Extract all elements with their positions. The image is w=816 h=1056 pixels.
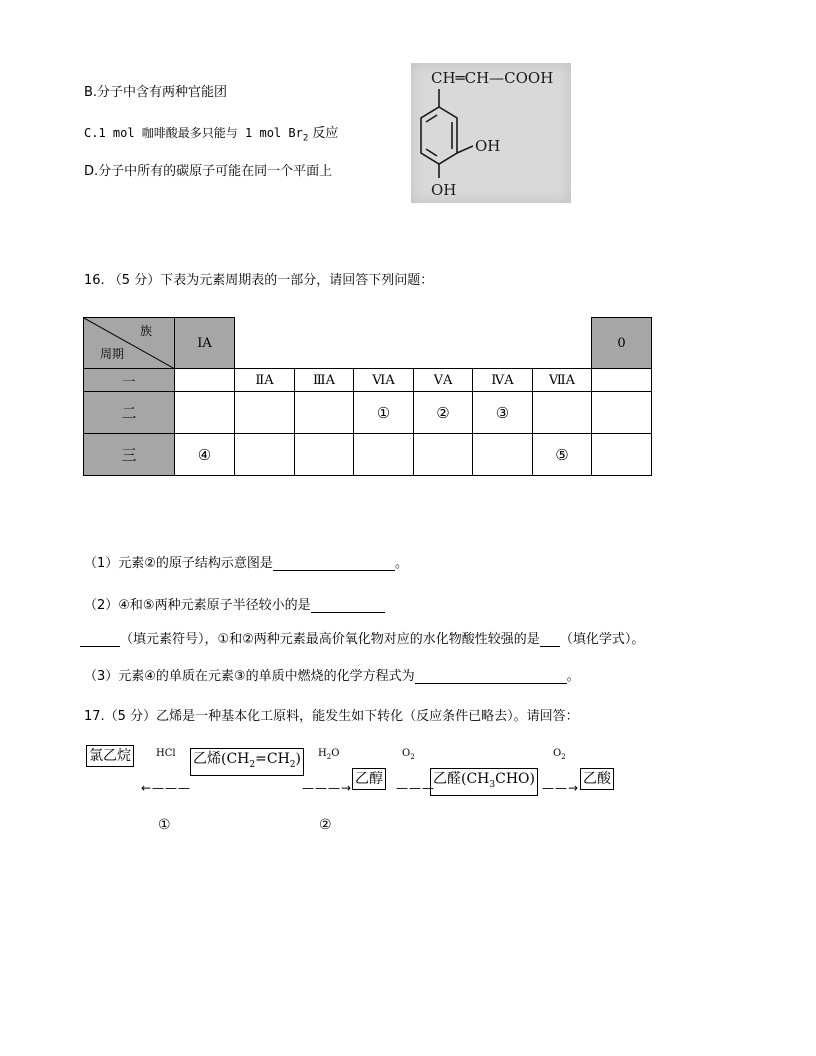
header-gap [235,318,592,369]
table-cell [175,369,235,392]
h2o-sub: 2 [326,753,332,761]
group-header: ⅦA [533,369,592,392]
q16-sub2-line2 [80,628,644,647]
element-1-cell: ① [354,392,414,434]
q17-intro: 17.（5 分）乙烯是一种基本化工原料，能发生如下转化（反应条件已略去）。请回答： [84,709,579,724]
chloroethane-box: 氯乙烷 [86,745,134,767]
element-4-cell: ④ [175,434,235,476]
header-group-label: 族 [139,324,152,338]
o2-label-1 [402,748,415,761]
ethylene-sub-b: 2 [289,759,296,770]
q16-sub1-end: 。 [394,556,408,571]
diagonal-line [84,318,174,368]
group-header: ⅡA [235,369,295,392]
table-cell [414,434,473,476]
reaction-mark-1: ① [158,817,171,833]
ethylene-text-a: 乙烯(CH [193,751,250,767]
option-d: D.分子中所有的碳原子可能在同一个平面上 [84,164,333,179]
table-cell [175,392,235,434]
q16-sub1-text: （1）元素②的原子结构示意图是 [84,556,273,571]
q16-sub2 [84,594,385,613]
h2o-text-a: H [318,748,327,759]
answer-blank[interactable] [311,612,385,613]
table-cell [235,392,295,434]
h2o-label [318,748,339,761]
table-cell [235,434,295,476]
q16-sub1 [84,552,408,571]
structure-side-chain: CH═CH—COOH [431,69,554,87]
table-cell [592,369,652,392]
o2-text-2: O [553,748,562,759]
arrow-to-ethanol: ———→ [302,781,353,795]
ethanol-box: 乙醇 [352,768,386,790]
element-2-cell: ② [414,392,473,434]
answer-blank[interactable] [273,570,395,571]
o2-sub-1: 2 [410,753,415,761]
ethylene-text-c: ) [295,751,301,767]
element-3-cell: ③ [473,392,533,434]
ethylene-text-b: =CH [255,751,290,767]
table-cell [295,434,354,476]
periodic-table [83,317,652,476]
answer-blank[interactable] [540,646,560,647]
option-b: B.分子中含有两种官能团 [84,85,228,100]
benzene-ring [421,89,473,178]
arrow-to-chloroethane: ←——— [141,781,192,795]
structure-drawing [411,63,571,203]
q16-sub3 [84,665,580,684]
o2-label-2 [553,748,566,761]
table-cell [592,434,652,476]
option-c-post: 反应 [308,126,339,141]
table-cell [354,434,414,476]
caffeic-acid-structure-image [411,63,571,203]
table-cell [533,392,592,434]
option-c-sub: 2 [302,133,309,144]
q16-sub3-text: （3）元素④的单质在元素③的单质中燃烧的化学方程式为 [84,669,415,684]
reaction-mark-2: ② [319,817,332,833]
period-label: 三 [84,434,175,476]
structure-oh-2: OH [431,181,457,199]
period-1-row [84,369,652,392]
table-cell [592,392,652,434]
table-cell [295,392,354,434]
o2-sub-2: 2 [561,753,566,761]
acetaldehyde-text-a: 乙醛(CH [433,771,490,787]
option-c-pre: C.1 mol 咖啡酸最多只能与 1 mol Br [84,126,303,140]
arrow-to-acetic-acid: ——→ [542,781,580,795]
period-label: 二 [84,392,175,434]
ethylene-sub-a: 2 [249,759,256,770]
acetaldehyde-text-b: CHO) [495,771,535,787]
q16-sub2-line2-end: （填化学式）。 [559,632,645,647]
header-period-label: 周期 [100,347,125,361]
group-1a-header: ⅠA [175,318,235,369]
acetic-acid-box: 乙酸 [580,768,614,790]
q16-intro: 16. （5 分）下表为元素周期表的一部分，请回答下列问题： [84,273,434,288]
answer-blank[interactable] [80,646,120,647]
q16-sub3-end: 。 [566,669,580,684]
answer-blank[interactable] [415,683,567,684]
o2-text-1: O [402,748,411,759]
dash-ethanol-acetaldehyde: ——— [396,781,435,795]
group-0-header: 0 [592,318,652,369]
period-label: 一 [84,369,175,392]
group-header: ⅣA [473,369,533,392]
h2o-text-b: O [331,748,340,759]
acetaldehyde-sub: 3 [489,779,496,790]
group-header: ⅥA [354,369,414,392]
header-diagonal-cell [84,318,175,369]
q16-sub2-text: （2）④和⑤两种元素原子半径较小的是 [84,598,311,613]
hcl-label: HCl [156,748,176,759]
group-header: ⅢA [295,369,354,392]
table-cell [473,434,533,476]
structure-oh-1: OH [475,137,501,155]
table-header-row [84,318,652,369]
group-header: ⅤA [414,369,473,392]
ethylene-box [190,748,304,776]
period-3-row [84,434,652,476]
q16-sub2-line2-text: （填元素符号），①和②两种元素最高价氧化物对应的水化物酸性较强的是 [120,632,540,647]
option-c [84,122,338,143]
element-5-cell: ⑤ [533,434,592,476]
acetaldehyde-box [430,768,538,796]
period-2-row [84,392,652,434]
